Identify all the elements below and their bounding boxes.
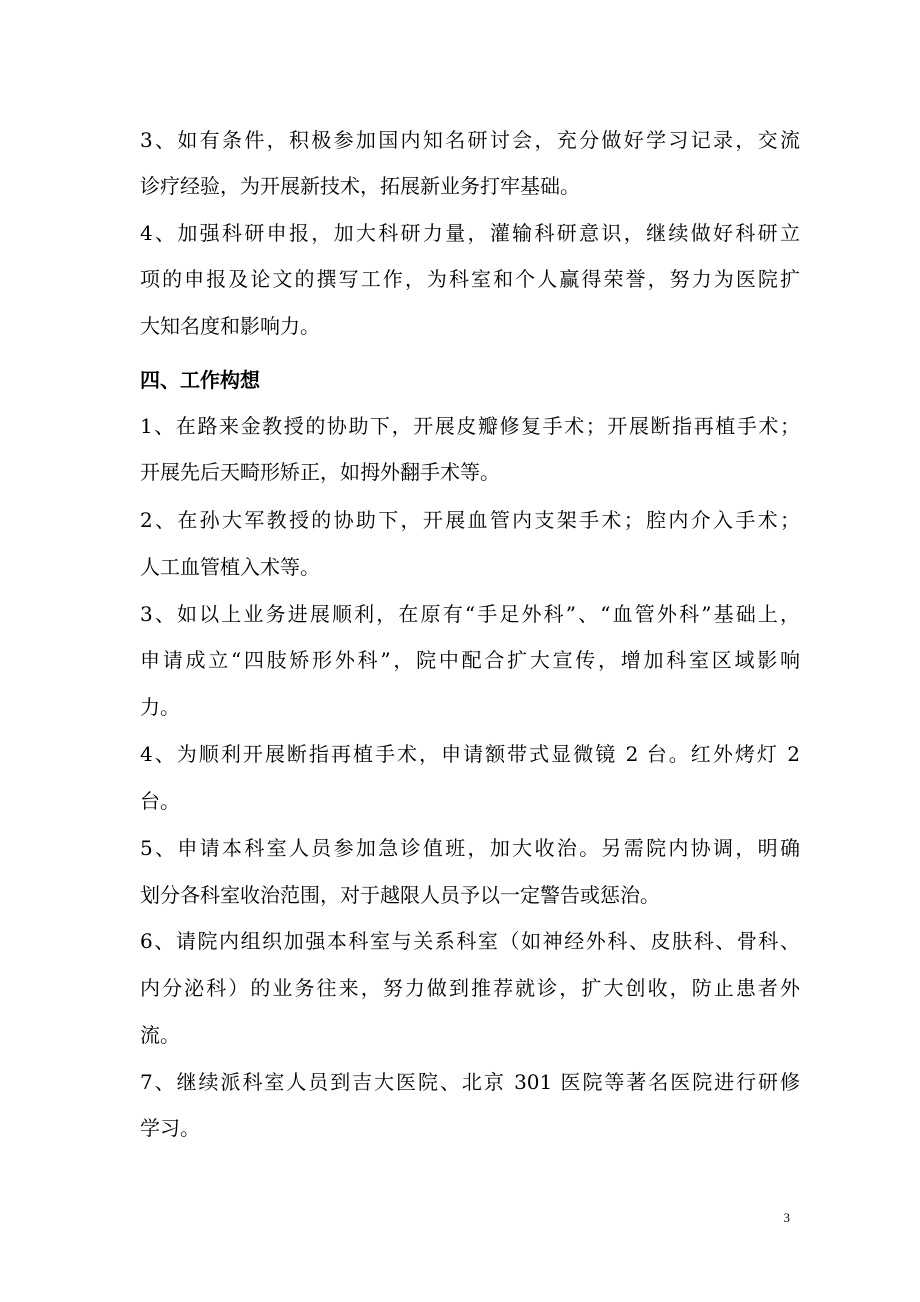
- paragraph-4-line-1: 4、加强科研申报，加大科研力量，灌输科研意识，继续做好科研立: [140, 221, 800, 245]
- plan-2-line-2: 人工血管植入术等。: [140, 555, 320, 579]
- section-heading-work-plan: 四、工作构想: [140, 368, 260, 392]
- page-number: 3: [783, 1210, 790, 1225]
- plan-1-line-1: 1、在路来金教授的协助下，开展皮瓣修复手术；开展断指再植手术；: [140, 414, 800, 438]
- paragraph-3-line-2: 诊疗经验，为开展新技术，拓展新业务打牢基础。: [140, 174, 580, 198]
- plan-7-line-1: 7、继续派科室人员到吉大医院、北京 301 医院等著名医院进行研修: [140, 1070, 800, 1094]
- plan-4-line-1: 4、为顺利开展断指再植手术，申请额带式显微镜 2 台。红外烤灯 2: [140, 742, 800, 766]
- plan-3-line-3: 力。: [140, 695, 180, 719]
- plan-7-line-2: 学习。: [140, 1116, 200, 1140]
- plan-5-line-2: 划分各科室收治范围，对于越限人员予以一定警告或惩治。: [140, 883, 660, 907]
- plan-6-line-2: 内分泌科）的业务往来，努力做到推荐就诊，扩大创收，防止患者外: [140, 976, 800, 1000]
- plan-5-line-1: 5、申请本科室人员参加急诊值班，加大收治。另需院内协调，明确: [140, 836, 800, 860]
- paragraph-4-line-3: 大知名度和影响力。: [140, 314, 320, 338]
- plan-4-line-2: 台。: [140, 789, 180, 813]
- plan-3-line-2: 申请成立“四肢矫形外科”，院中配合扩大宣传，增加科室区域影响: [140, 648, 800, 672]
- plan-1-line-2: 开展先后天畸形矫正，如拇外翻手术等。: [140, 460, 500, 484]
- plan-3-line-1: 3、如以上业务进展顺利，在原有“手足外科”、“血管外科”基础上，: [140, 602, 800, 626]
- plan-6-line-3: 流。: [140, 1023, 180, 1047]
- plan-2-line-1: 2、在孙大军教授的协助下，开展血管内支架手术；腔内介入手术；: [140, 508, 800, 532]
- paragraph-3-line-1: 3、如有条件，积极参加国内知名研讨会，充分做好学习记录，交流: [140, 128, 800, 152]
- paragraph-4-line-2: 项的申报及论文的撰写工作，为科室和个人赢得荣誉，努力为医院扩: [140, 267, 800, 291]
- plan-6-line-1: 6、请院内组织加强本科室与关系科室（如神经外科、皮肤科、骨科、: [140, 929, 800, 953]
